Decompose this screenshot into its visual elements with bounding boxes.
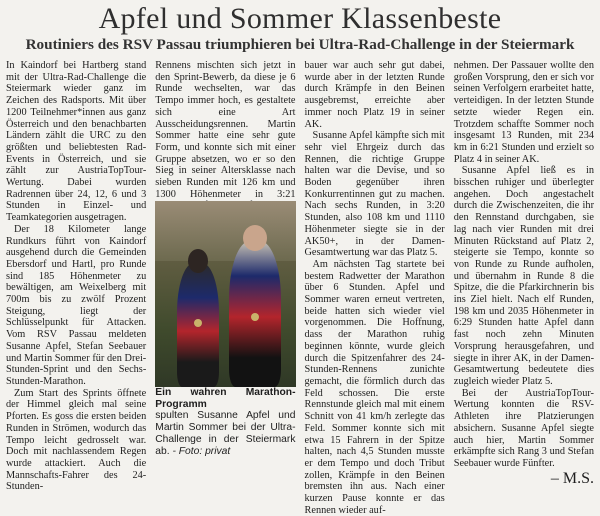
- photo-caption: [155, 387, 295, 457]
- paragraph: bauer war auch sehr gut dabei, wurde aber in der letzten Runde durch Krämpfe in den Beinen ausgebremst, erreichte aber immer noch Platz 19 in seiner AK.: [304, 60, 445, 130]
- article-photo: [155, 201, 295, 387]
- paragraph: Rennens mischten sich jetzt in den Sprint-Bewerb, da diese je 6 Runde wechselten, war das Tempo immer hoch, es gestaltete sich eine Art Ausscheidungsrennen. Martin Sommer hatte eine sehr gute Form, und konnte sich mit einer Gruppe absetzen, wo er so den Sieg in seiner Altersklasse nach sieben Runden mit 126 km und 1300 Höhenmeter in 3:21: [155, 60, 296, 200]
- article-columns: [6, 60, 594, 516]
- column-3: [305, 60, 445, 516]
- paragraph: Susanne Apfel kämpfte sich mit sehr viel Ehrgeiz durch das Rennen, die richtige Gruppe halten war die Devise, und so Boden gegenüber ihren Konkurrentinnen gut zu machen. Nach sechs Runden, in 3:20 Stunden, also 108 km und 1110 Höhenmeter siegte sie in der AK50+, in der Damen-Gesamtwertung war das Platz 5.: [304, 130, 445, 259]
- subheadline: Routiniers des RSV Passau triumphieren bei Ultra-Rad-Challenge in der Steiermark: [25, 36, 575, 53]
- paragraph: nehmen. Der Passauer wollte den großen Vorsprung, den er sich vor seinen Verfolgern erarbeitet hatte, verteidigen. In der letzten Stunde setzte wieder Regen ein. Trotzdem schaffte Sommer noch insgesamt 13 Runden, mit 234 km in 6:21 Stunden und erzielt so Platz 4 in seiner AK.: [453, 60, 594, 165]
- photo-credit: - Foto: privat: [172, 445, 231, 457]
- paragraph: Susanne Apfel ließ es in bisschen ruhiger und überlegter angehen. Doch angestachelt durch die Zwischenzeiten, die ihr den Rennstand durchgaben, sie lag nach vier Runden mit drei Minuten Rückstand auf Platz 2, steigerte sie Tempo, konnte so von Runde zu Runde aufholen, und übernahm in Runde 8 die Spitze, die die Pfarkirchnerin bis ins Ziel hielt. Nach elf Runden, 198 km und 2035 Höhenmeter in 6:29 Stunden hatte Apfel dann fast noch zehn Minuten Vorsprung herausgefahren, und siegte in ihrer AK, in der Damen-Gesamtwertung bedeutete dies zugleich wieder Platz 5.: [453, 165, 594, 387]
- paragraph: Der 18 Kilometer lange Rundkurs führt von Kaindorf ausgehend durch die Gemeinden Ebersdorf und Hartl, pro Runde sind 185 Höhenmeter zu bewältigen, am Weixelberg mit 700m bis zu zwölf Prozent Steigung, liegt der Schlüsselpunkt für Attacken. Vom RSV Passau meldeten Susanne Apfel, Stefan Seebauer und Martin Sommer für den Drei-Stunden-Sprint und den Sechs-Stunden-Marathon.: [6, 223, 147, 387]
- column-2: [155, 60, 295, 516]
- column-2-text: [155, 60, 295, 198]
- photo-background: [155, 201, 295, 261]
- column-4: [454, 60, 594, 516]
- paragraph: Bei der AustriaTopTour-Wertung konnten die RSV-Athleten ihre Platzierungen absichern. Susanne Apfel siegte auch hier, Martin Sommer erkämpfte sich Rang 3 und Stefan Seebauer wurde Fünfter.: [453, 387, 594, 469]
- column-1: [6, 60, 146, 516]
- author-signature: – M.S.: [550, 469, 594, 487]
- caption-title: Ein wahren Marathon-Programm: [155, 387, 296, 410]
- headline: Apfel und Sommer Klassenbeste: [98, 2, 502, 35]
- caption-text: spulten Susanne Apfel und Martin Sommer bei der Ultra-Challenge in der Steiermark ab.: [155, 410, 296, 457]
- paragraph: Zum Start des Sprints öffnete der Himmel gleich mal seine Pforten. Es goss die ersten beiden Runden in Strömen, wodurch das Tempo leicht gedrosselt war. Doch mit nachlassendem Regen wurde attackiert. Auch die Mannschafts-Fahrer des 24-Stunden-: [6, 387, 147, 493]
- paragraph: In Kaindorf bei Hartberg stand mit der Ultra-Rad-Challenge die Steiermark wieder ganz im Zeichen des Radsports. Mit über 1200 Teilnehmer*innen aus ganz Österreich und den benachbarten Ländern zählt die URC zu den größten und beliebtesten Rad-Events in Österreich, und sie zählt zur AustriaTopTour-Wertung. Dabei wurden Radrennen über 24, 12, 6 und 3 Stunden in Einzel- und Teamkategorien ausgetragen.: [6, 60, 147, 224]
- paragraph: Am nächsten Tag startete bei bestem Radwetter der Marathon über 6 Stunden. Apfel und Sommer waren erneut vertreten, beide hatten sich wieder viel vorgenommen. Die Hoffnung, dass der Marathon ruhig beginnen könnte, wurde gleich durch die Spitzenfahrer des 24-Stunden-Rennens zunichte gemacht, die förmlich durch das Feld schossen. Die erste Rennstunde gleich mal mit einem Schnitt von 41 km/h zerlegte das Feld. Sommer konnte sich mit etwa 15 Fahrern in der Spitze halten, nach 4,5 Stunden musste er dem Tempo und doch Tribut zollen, Krämpfe in den Beinen bremsten ihn aus. Nach einer kurzen Pause konnte er das Rennen wieder auf-: [304, 258, 445, 516]
